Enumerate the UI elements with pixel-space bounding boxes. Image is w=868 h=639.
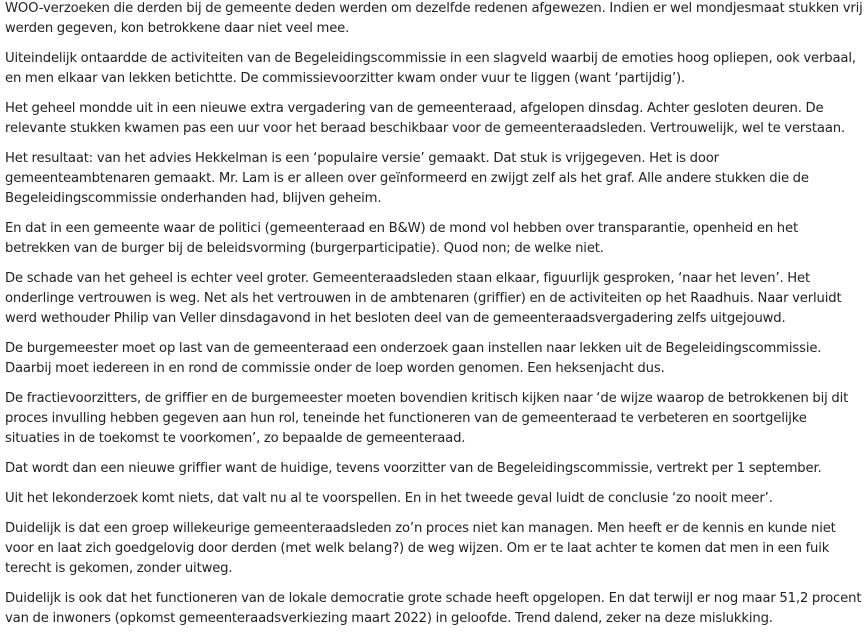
paragraph: Het resultaat: van het advies Hekkelman is een ‘populaire versie’ gemaakt. Dat stuk is vrijgegeven. Het is door gemeenteambtenaren gemaakt. Mr. Lam is er alleen over geïnformeerd en zwijgt zelf als het graf. Alle andere stukken die de Begeleidingscommissie onderhanden had, blijven geheim. — [5, 151, 809, 206]
paragraph: Duidelijk is ook dat het functioneren van de lokale democratie grote schade heeft opgelopen. En dat terwijl er nog maar 51,2 procent van de inwoners (opkomst gemeenteraadsverkiezing maart 2022) in geloofde. Trend dalend, zeker na deze mislukking. — [5, 591, 862, 626]
paragraph: Het geheel mondde uit in een nieuwe extra vergadering van de gemeenteraad, afgelopen dinsdag. Achter gesloten deuren. De relevante stukken kwamen pas een uur voor het beraad beschikbaar voor de gemeenteraadsleden. Vertrouwelijk, wel te verstaan. — [5, 101, 846, 136]
paragraph: Uit het lekonderzoek komt niets, dat valt nu al te voorspellen. En in het tweede geval luidt de conclusie ‘zo nooit meer’. — [5, 491, 773, 506]
paragraph: En dat in een gemeente waar de politici (gemeenteraad en B&W) de mond vol hebben over transparantie, openheid en het betrekken van de burger bij de beleidsvorming (burgerparticipatie). Quod non; de welke niet. — [5, 221, 798, 256]
paragraph: Dat wordt dan een nieuwe griffier want de huidige, tevens voorzitter van de Begeleidingscommissie, vertrekt per 1 september. — [5, 461, 822, 476]
paragraph: Duidelijk is dat een groep willekeurige gemeenteraadsleden zo’n proces niet kan managen. Men heeft er de kennis en kunde niet voor en laat zich goedgelovig door derden (met welk belang?) de weg wijzen. Om er te laat achter te komen dat men in een fuik terecht is gekomen, zonder uitweg. — [5, 521, 836, 576]
article-body — [5, 0, 865, 639]
paragraph: De burgemeester moet op last van de gemeenteraad een onderzoek gaan instellen naar lekken uit de Begeleidingscommissie. Daarbij moet iedereen in en rond de commissie onder de loep worden genomen. Een heksenjacht dus. — [5, 341, 822, 376]
paragraph: De fractievoorzitters, de griffier en de burgemeester moeten bovendien kritisch kijken naar ‘de wijze waarop de betrokkenen bij dit proces invulling hebben gegeven aan hun rol, teneinde het functioneren van de gemeenteraad te verbeteren en soortgelijke situaties in de toekomst te voorkomen’, zo bepaalde de gemeenteraad. — [5, 391, 849, 446]
paragraph: WOO-verzoeken die derden bij de gemeente deden werden om dezelfde redenen afgewezen. Indien er wel mondjesmaat stukken vrij werden gegeven, kon betrokkene daar niet veel mee. — [5, 1, 863, 36]
paragraph: Uiteindelijk ontaardde de activiteiten van de Begeleidingscommissie in een slagveld waarbij de emoties hoog opliepen, ook verbaal, en men elkaar van lekken betichtte. De commissievoorzitter kwam onder vuur te liggen (want ‘partijdig’). — [5, 51, 856, 86]
paragraph: De schade van het geheel is echter veel groter. Gemeenteraadsleden staan elkaar, figuurlijk gesproken, ‘naar het leven’. Het onderlinge vertrouwen is weg. Net als het vertrouwen in de ambtenaren (griffier) en de activiteiten op het Raadhuis. Naar verluidt werd wethouder Philip van Veller dinsdagavond in het besloten deel van de gemeenteraadsvergadering zelfs uitgejouwd. — [5, 271, 842, 326]
